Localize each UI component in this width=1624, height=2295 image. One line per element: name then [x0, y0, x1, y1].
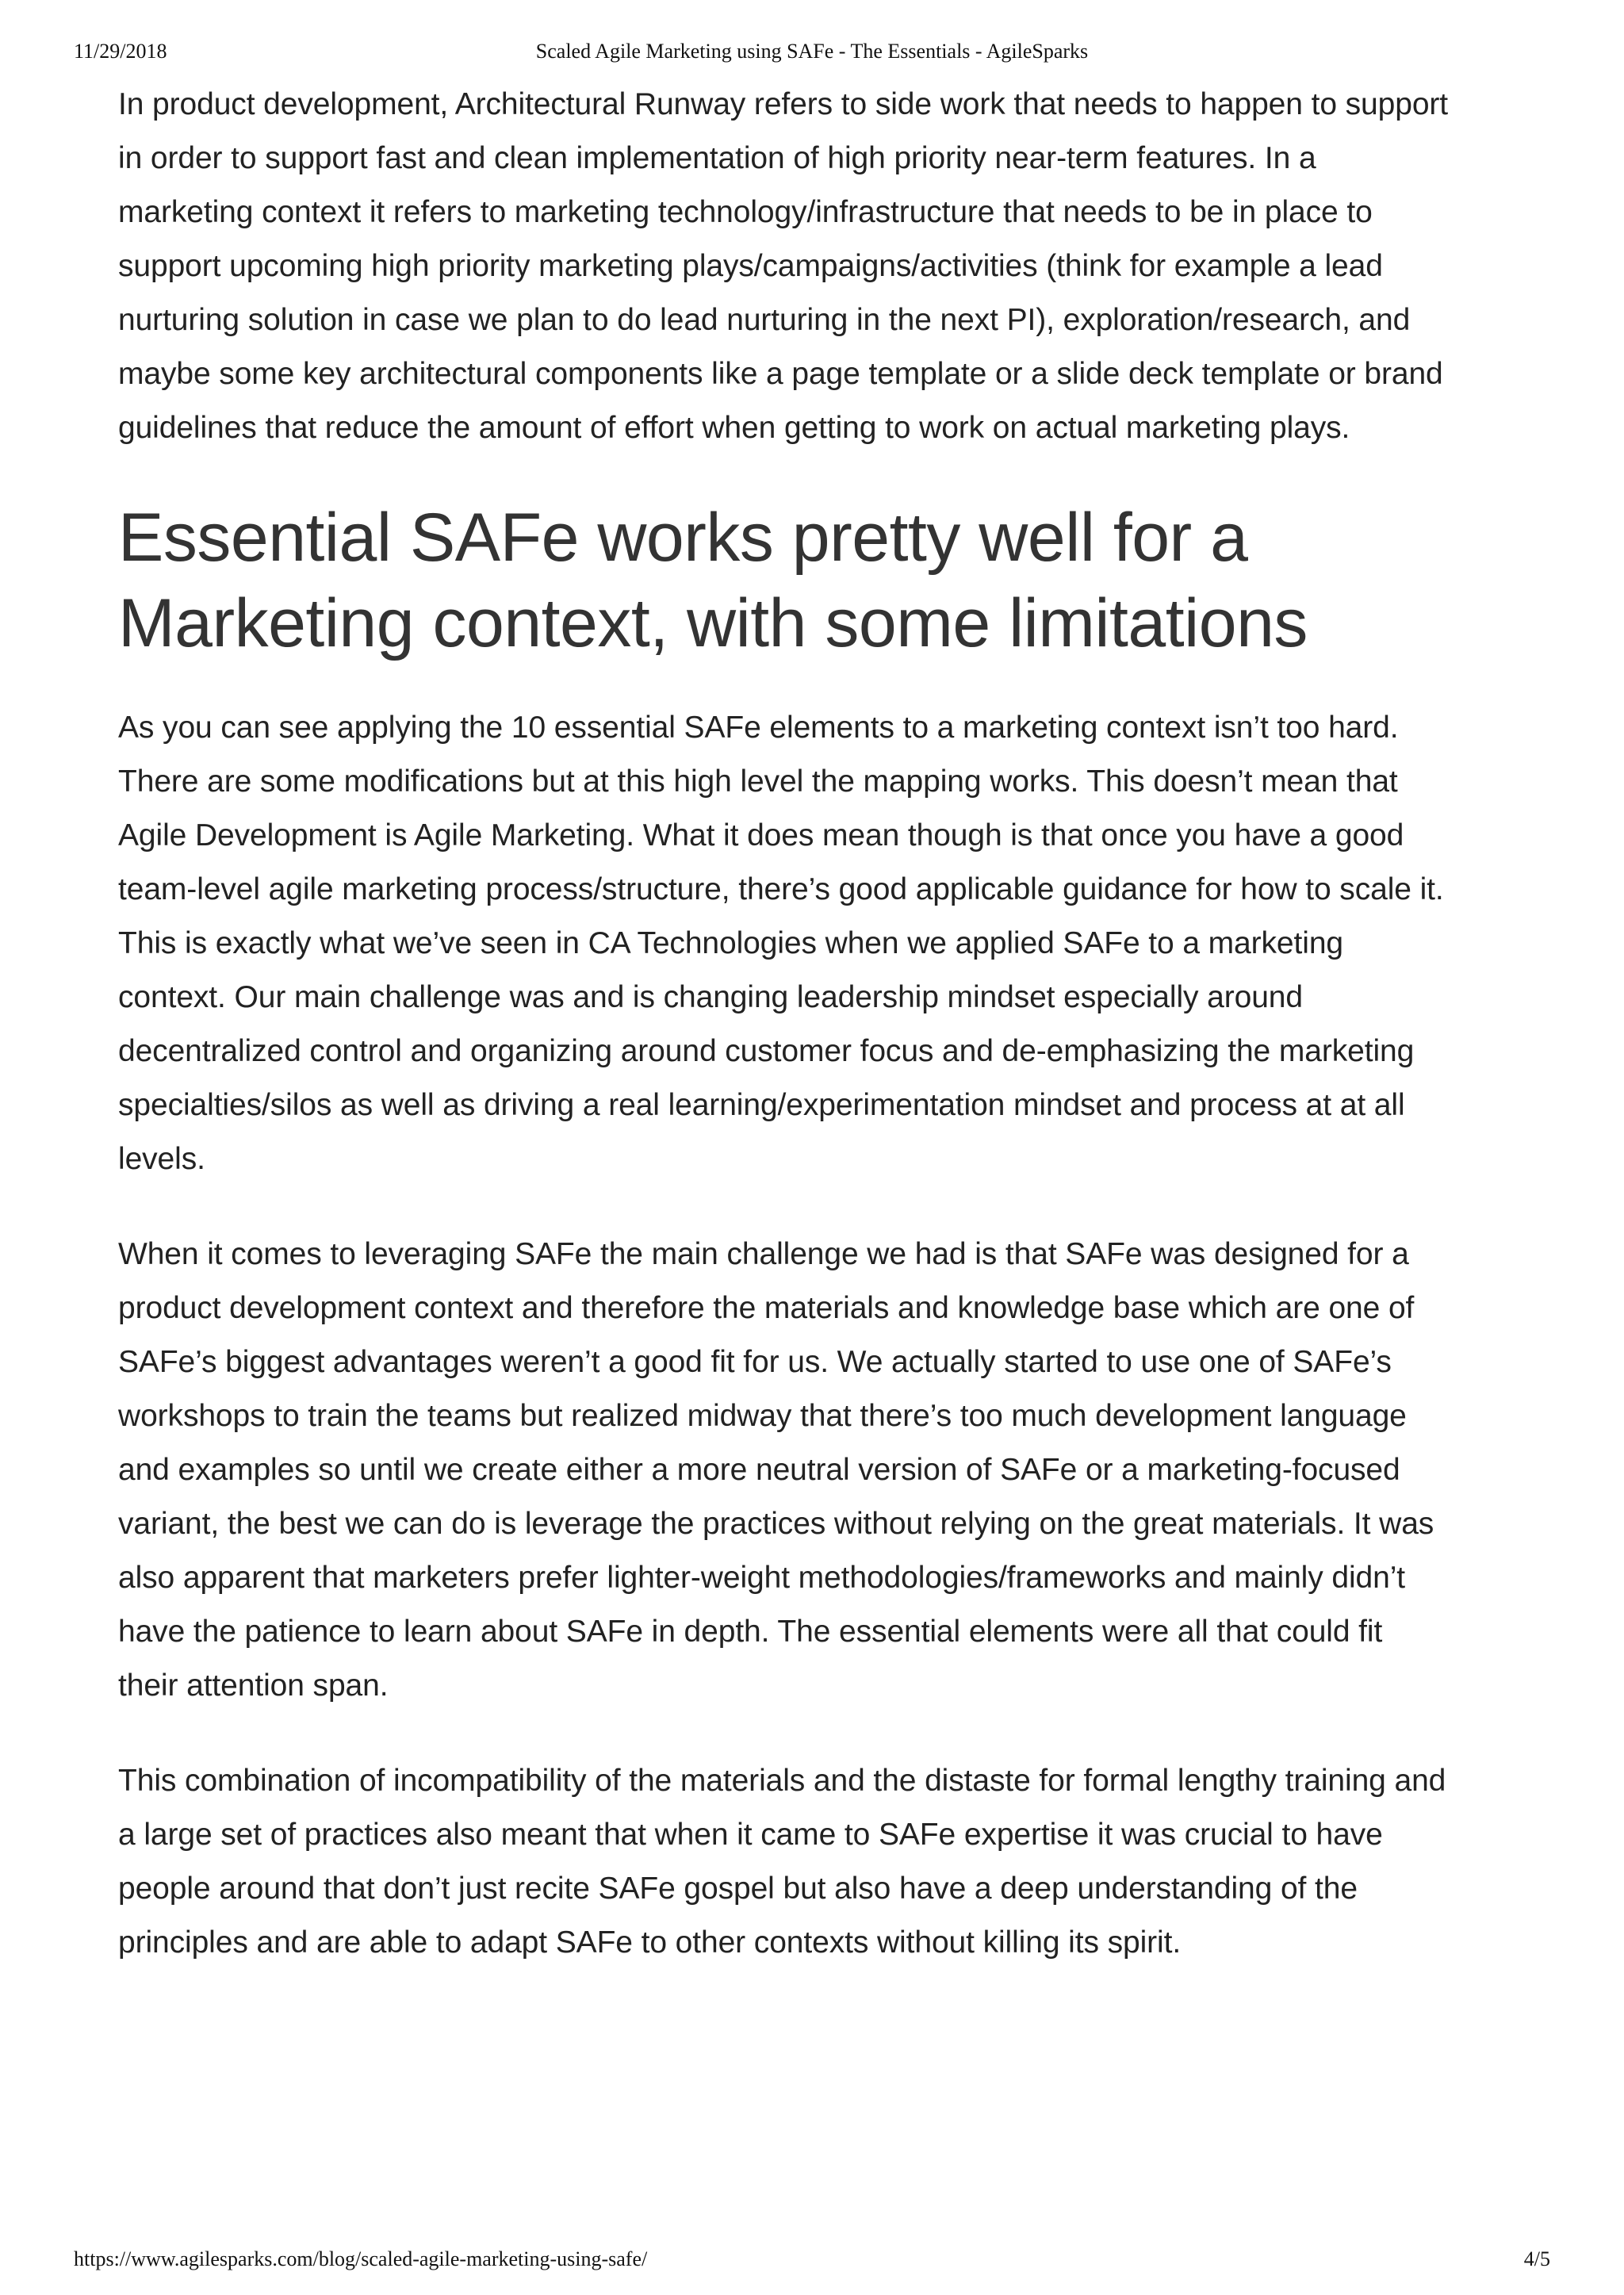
body-paragraph: When it comes to leveraging SAFe the main challenge we had is that SAFe was designed for a product development context and therefore the materials and knowledge base which are one of SAFe’s biggest advantages weren’t a good fit for us. We actually started to use one of SAFe’s workshops to train the teams but realized midway that there’s too much development language and examples so until we create either a more neutral version of SAFe or a marketing-focused variant, the best we can do is leverage the practices without relying on the great materials. It was also apparent that marketers prefer lighter-weight methodologies/frameworks and mainly didn’t have the patience to learn about SAFe in depth. The essential elements were all that could fit their attention span.	[118, 1237, 1434, 1703]
print-header	[74, 40, 1550, 71]
page-number: 4/5	[1523, 2247, 1550, 2270]
article-body	[118, 78, 1450, 1970]
print-date: 11/29/2018	[74, 40, 167, 63]
intro-paragraph: In product development, Architectural Runway refers to side work that needs to happen to support in order to support fast and clean implementation of high priority near-term features. In a marketing context it refers to marketing technology/infrastructure that needs to be in place to support upcoming high priority marketing plays/campaigns/activities (think for example a lead nurturing solution in case we plan to do lead nurturing in the next PI), exploration/research, and maybe some key architectural components like a page template or a slide deck template or brand guidelines that reduce the amount of effort when getting to work on actual marketing plays.	[118, 87, 1449, 445]
print-footer	[74, 2247, 1550, 2279]
print-page-title: Scaled Agile Marketing using SAFe - The Essentials - AgileSparks	[535, 40, 1089, 63]
section-heading: Essential SAFe works pretty well for a Marketing context, with some limitations	[118, 500, 1308, 661]
body-paragraph: As you can see applying the 10 essential SAFe elements to a marketing context isn’t too hard. There are some modifications but at this high level the mapping works. This doesn’t mean that Agile Development is Agile Marketing. What it does mean though is that once you have a good team-level agile marketing process/structure, there’s good applicable guidance for how to scale it. This is exactly what we’ve seen in CA Technologies when we applied SAFe to a marketing context. Our main challenge was and is changing leadership mindset especially around decentralized control and organizing around customer focus and de-emphasizing the marketing specialties/silos as well as driving a real learning/experimentation mindset and process at at all levels.	[118, 711, 1444, 1176]
body-paragraph: This combination of incompatibility of the materials and the distaste for formal lengthy training and a large set of practices also meant that when it came to SAFe expertise it was crucial to have people around that don’t just recite SAFe gospel but also have a deep understanding of the principles and are able to adapt SAFe to other contexts without killing its spirit.	[118, 1764, 1446, 1960]
print-url: https://www.agilesparks.com/blog/scaled-agile-marketing-using-safe/	[74, 2247, 648, 2270]
